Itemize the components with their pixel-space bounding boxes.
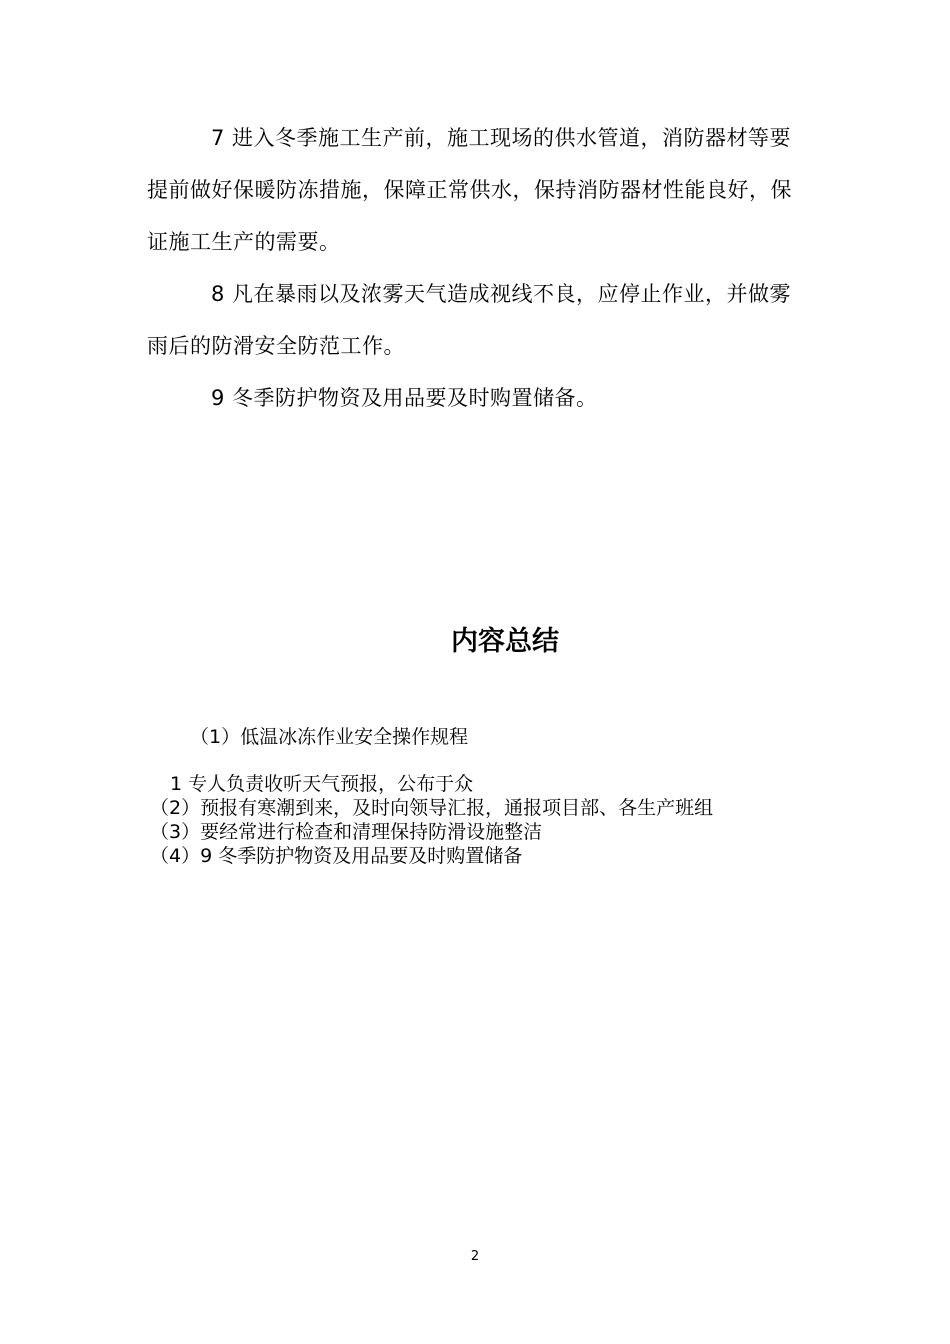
summary-item: 1 专人负责收听天气预报，公布于众 [170, 773, 474, 795]
paragraph-item-7: 7 进入冬季施工生产前，施工现场的供水管道，消防器材等要提前做好保暖防冻措施，保障正常供水，保持消防器材性能良好，保证施工生产的需要。 [147, 126, 792, 254]
paragraph-item-9: 9 冬季防护物资及用品要及时购置储备。 [211, 386, 598, 410]
summary-title: 内容总结 [451, 626, 559, 657]
summary-item: （4）9 冬季防护物资及用品要及时购置储备 [150, 845, 523, 867]
paragraph-item-8: 8 凡在暴雨以及浓雾天气造成视线不良，应停止作业，并做雾雨后的防滑安全防范工作。 [147, 282, 792, 358]
page-number: 2 [470, 1249, 480, 1264]
summary-list [150, 772, 713, 868]
summary-item: （2）预报有寒潮到来，及时向领导汇报，通报项目部、各生产班组 [150, 797, 714, 819]
summary-item: （3）要经常进行检查和清理保持防滑设施整洁 [150, 821, 543, 843]
summary-heading: （1）低温冰冻作业安全操作规程 [190, 726, 469, 748]
